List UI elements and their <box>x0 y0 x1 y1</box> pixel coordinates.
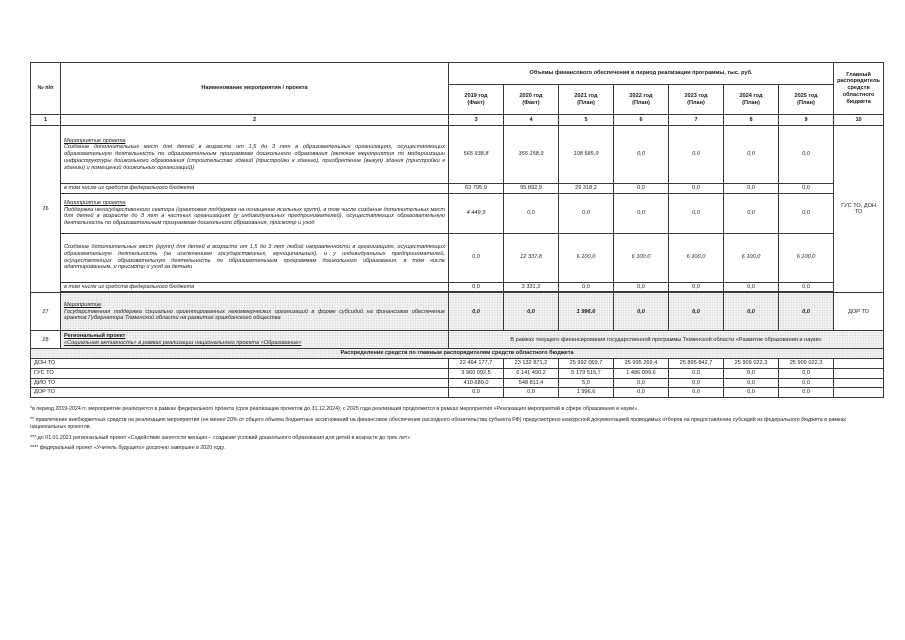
header-manager: Главный распорядитель средств областного бюджета <box>834 63 884 115</box>
header-number: № п/п <box>31 63 61 115</box>
row-note: В рамках текущего финансирования государственной программы Тюменской области «Развитие образования и науки» <box>449 331 884 349</box>
row-manager: ГУС ТО, ДОН ТО <box>834 126 884 293</box>
row-description: Мероприятие Государственная поддержка социально ориентированных некоммерческих организаций в форме субсидий на финансовое обеспечение грантов Губернатора Тюменской области на развитие гражданского общества <box>61 293 449 331</box>
header-year-2022: 2022 год (План) <box>614 85 669 115</box>
distribution-title-row <box>31 349 884 359</box>
header-year-2019: 2019 год (Факт) <box>449 85 504 115</box>
header-year-2020: 2020 год (Факт) <box>504 85 559 115</box>
table-row: Мероприятие проекта Поддержка негосударственного сектора (грантовая поддержка на оснащение ясельных групп), в том числе создание дополнительных мест для детей в возрасте до 3 лет в частных организациях (у индивидуальных предпринимателей), осуществляющих образовательную деятельность по образовательным программам дошкольного образования, присмотр и уход 4 449,9 0,0 0,0 0,0 0,0 0,0 0,0 <box>31 193 884 233</box>
footnote: *** до 01.01.2021 региональный проект «Содействие занятости женщин – создание условий дошкольного образования для детей в возрасте до трех лет» <box>30 434 411 441</box>
table-row: 26 Мероприятие проекта Создание дополнительных мест для детей в возрасте от 1,5 до 3 лет в образовательных организациях, осуществляющих образовательную деятельность по образовательным программам дошкольного образования (включая мероприятия по модернизации инфраструктуры дошкольного образования (строительство зданий (пристройки к зданию), приобретение (выкуп) здания (пристройки к зданию) и помещений дошкольных организаций)) 565 938,8 355 158,9 108 585,9 0,0 0,0 0,0 0,0 ГУС ТО, ДОН ТО <box>31 126 884 184</box>
row-number: 28 <box>31 331 61 349</box>
footnote: ** привлечение внебюджетных средств на реализацию мероприятия (не менее 20% от общего объема бюджетных ассигнований на финансовое обеспечение расходного обязательства субъекта РФ) предусмотрено конкурсной документацией проводимых отборов на предоставление субсидий из федерального бюджета в рамках национальных проектов. <box>30 416 847 431</box>
table-row: ГУС ТО 3 960 092,5 6 141 490,2 5 179 515,7 1 486 099,6 0,0 0,0 0,0 <box>31 368 884 378</box>
funding-table <box>30 62 884 398</box>
footnote: *в период 2019-2024 гг. мероприятие реализуется в рамках федерального проекта (срок реализации проектов до 31.12.2024); с 2025 года реализация продолжится в рамках мероприятия «Реализация мероприятий в сфере образования и науки». <box>30 406 639 412</box>
table-row: 27 Мероприятие Государственная поддержка социально ориентированных некоммерческих организаций в форме субсидий на финансовое обеспечение грантов Губернатора Тюменской области на развитие гражданского общества 0,0 0,0 1 996,6 0,0 0,0 0,0 0,0 ДОР ТО <box>31 293 884 331</box>
header-year-2023: 2023 год (План) <box>669 85 724 115</box>
header-name: Наименование мероприятия / проекта <box>61 63 449 115</box>
row-manager: ДОР ТО <box>834 293 884 331</box>
footnotes <box>30 406 883 453</box>
table-row: Создание дополнительных мест (групп) для детей в возрасте от 1,5 до 3 лет любой направленности в организациях, осуществляющих образовательную деятельность (за исключением государственных, муниципальных), и у индивидуальных предпринимателей, осуществляющих образовательную деятельность по образовательным программам дошкольного образования, в том числе адаптированным, и присмотр и уход за детьми 0,0 12 337,8 6 100,0 6 100,0 6 100,0 6 100,0 6 100,0 <box>31 233 884 282</box>
table-row: в том числе из средств федерального бюджета 0,0 3 331,2 0,0 0,0 0,0 0,0 0,0 <box>31 282 884 292</box>
row-description: Региональный проект «Социальная активность» в рамках реализации национального проекта «Образование» <box>61 331 449 349</box>
table-row: ДИО ТО 410 680,0 548 811,4 5,0 0,0 0,0 0,0 0,0 <box>31 378 884 388</box>
row-description: Создание дополнительных мест (групп) для детей в возрасте от 1,5 до 3 лет любой направленности в организациях, осуществляющих образовательную деятельность (за исключением государственных, муниципальных), и у индивидуальных предпринимателей, осуществляющих образовательную деятельность по образовательным программам дошкольного образования, в том числе адаптированным, и присмотр и уход за детьми <box>61 233 449 282</box>
table-row: в том числе из средств федерального бюджета 63 795,9 95 892,9 29 318,2 0,0 0,0 0,0 0,0 <box>31 184 884 194</box>
row-number: 27 <box>31 293 61 331</box>
row-description: Мероприятие проекта Создание дополнительных мест для детей в возрасте от 1,5 до 3 лет в образовательных организациях, осуществляющих образовательную деятельность по образовательным программам дошкольного образования (включая мероприятия по модернизации инфраструктуры дошкольного образования (строительство зданий (пристройки к зданию), приобретение (выкуп) здания (пристройки к зданию) и помещений дошкольных организаций)) <box>61 126 449 184</box>
header-year-2025: 2025 год (План) <box>779 85 834 115</box>
header-funding: Объемы финансового обеспечения в период реализации программы, тыс. руб. <box>449 63 834 85</box>
header-year-2024: 2024 год (План) <box>724 85 779 115</box>
table-row <box>31 331 884 349</box>
header-year-2021: 2021 год (План) <box>559 85 614 115</box>
footnote: **** федеральный проект «Учитель будущего» досрочно завершен в 2020 году. <box>30 445 225 452</box>
distribution-title: Распределение средств по главным распорядителям средств областного бюджета <box>31 349 884 359</box>
table-row: ДОР ТО 0,0 0,0 1 996,6 0,0 0,0 0,0 0,0 <box>31 388 884 398</box>
column-number-row: 1 2 3 4 5 6 7 8 9 10 <box>31 115 884 126</box>
row-number: 26 <box>31 126 61 293</box>
row-description: Мероприятие проекта Поддержка негосударственного сектора (грантовая поддержка на оснащение ясельных групп), в том числе создание дополнительных мест для детей в возрасте до 3 лет в частных организациях (у индивидуальных предпринимателей), осуществляющих образовательную деятельность по образовательным программам дошкольного образования, присмотр и уход <box>61 193 449 233</box>
table-row: ДОН ТО 22 464 177,7 23 132 871,2 25 992 069,7 25 995 269,4 25 895 842,7 25 909 022,3 25 909 022,3 <box>31 359 884 369</box>
